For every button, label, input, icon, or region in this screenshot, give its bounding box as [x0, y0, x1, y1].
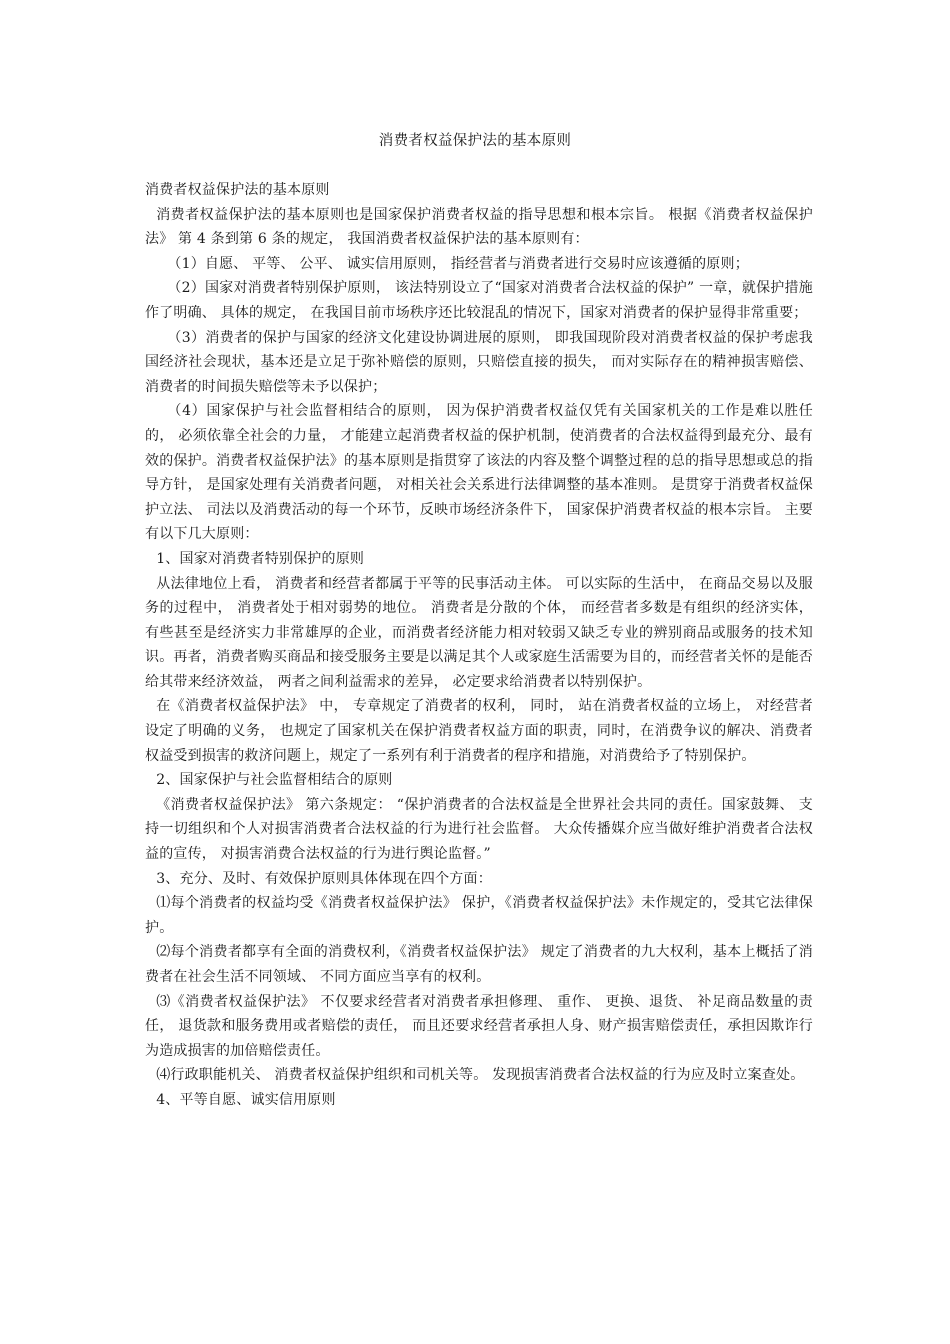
- document-title: 消费者权益保护法的基本原则: [378, 133, 572, 149]
- paragraph: （1）自愿、 平等、 公平、 诚实信用原则， 指经营者与消费者进行交易时应该遵循的原则；: [167, 255, 749, 272]
- section-heading: 4、平等自愿、诚实信用原则: [156, 1091, 336, 1108]
- document-body: [145, 178, 813, 1113]
- paragraph: ⑷行政职能机关、 消费者权益保护组织和司机关等。 发现损害消费者合法权益的行为应及时立案查处。: [156, 1067, 805, 1084]
- paragraph: 《消费者权益保护法》 第六条规定： “保护消费者的合法权益是全世界社会共同的责任。国家鼓舞、 支持一切组织和个人对损害消费者合法权益的行为进行社会监督。 大众传播媒介应当做好维护消费者合法权益的宣传， 对损害消费合法权益的行为进行舆论监督。”: [145, 796, 813, 863]
- paragraph: （4）国家保护与社会监督相结合的原则， 因为保护消费者权益仅凭有关国家机关的工作是难以胜任的， 必须依靠全社会的力量， 才能建立起消费者权益的保护机制，使消费者的合法权益得到最充分、最有效的保护。消费者权益保护法》的基本原则是指贯穿了该法的内容及整个调整过程的总的指导思想或总的指导方针， 是国家处理有关消费者问题， 对相关社会关系进行法律调整的基本准则。 是贯穿于消费者权益保护立法、 司法以及消费活动的每一个环节，反映市场经济条件下， 国家保护消费者权益的根本宗旨。 主要有以下几大原则：: [145, 403, 813, 543]
- section-heading: 1、国家对消费者特别保护的原则: [156, 550, 365, 567]
- paragraph: ⑴每个消费者的权益均受《消费者权益保护法》 保护，《消费者权益保护法》未作规定的，受其它法律保护。: [145, 895, 813, 936]
- section-heading: 2、国家保护与社会监督相结合的原则: [156, 772, 393, 789]
- section-heading: 3、充分、及时、有效保护原则具体体现在四个方面：: [156, 870, 492, 887]
- paragraph: （2）国家对消费者特别保护原则， 该法特别设立了“国家对消费者合法权益的保护” 一章，就保护措施作了明确、 具体的规定， 在我国目前市场秩序还比较混乱的情况下，国家对消费者的保护显得非常重要；: [145, 280, 813, 321]
- paragraph: 从法律地位上看， 消费者和经营者都属于平等的民事活动主体。 可以实际的生活中， 在商品交易以及服务的过程中， 消费者处于相对弱势的地位。 消费者是分散的个体， 而经营者多数是有组织的经济实体， 有些甚至是经济实力非常雄厚的企业，而消费者经济能力相对较弱又缺乏专业的辨别商品或服务的技术知识。再者，消费者购买商品和接受服务主要是以满足其个人或家庭生活需要为目的，而经营者关怀的是能否给其带来经济效益， 两者之间利益需求的差异， 必定要求给消费者以特别保护。: [145, 575, 813, 690]
- section-heading: 消费者权益保护法的基本原则: [145, 182, 330, 198]
- paragraph: （3）消费者的保护与国家的经济文化建设协调进展的原则， 即我国现阶段对消费者权益的保护考虑我国经济社会现状，基本还是立足于弥补赔偿的原则，只赔偿直接的损失， 而对实际存在的精神损害赔偿、 消费者的时间损失赔偿等未予以保护；: [145, 329, 813, 395]
- paragraph: 消费者权益保护法的基本原则也是国家保护消费者权益的指导思想和根本宗旨。 根据《消费者权益保护法》 第 4 条到第 6 条的规定， 我国消费者权益保护法的基本原则有：: [145, 206, 813, 248]
- paragraph: 在《消费者权益保护法》 中， 专章规定了消费者的权利， 同时， 站在消费者权益的立场上， 对经营者设定了明确的义务， 也规定了国家机关在保护消费者权益方面的职责，同时，在消费争议的解决、消费者权益受到损害的救济问题上，规定了一系列有利于消费者的程序和措施，对消费给予了特别保护。: [145, 698, 813, 764]
- paragraph: ⑶《消费者权益保护法》 不仅要求经营者对消费者承担修理、 重作、 更换、退货、 补足商品数量的责任， 退货款和服务费用或者赔偿的责任， 而且还要求经营者承担人身、财产损害赔偿责任，承担因欺诈行为造成损害的加倍赔偿责任。: [145, 993, 813, 1059]
- paragraph: ⑵每个消费者都享有全面的消费权利，《消费者权益保护法》 规定了消费者的九大权利，基本上概括了消费者在社会生活不同领域、 不同方面应当享有的权利。: [145, 944, 813, 985]
